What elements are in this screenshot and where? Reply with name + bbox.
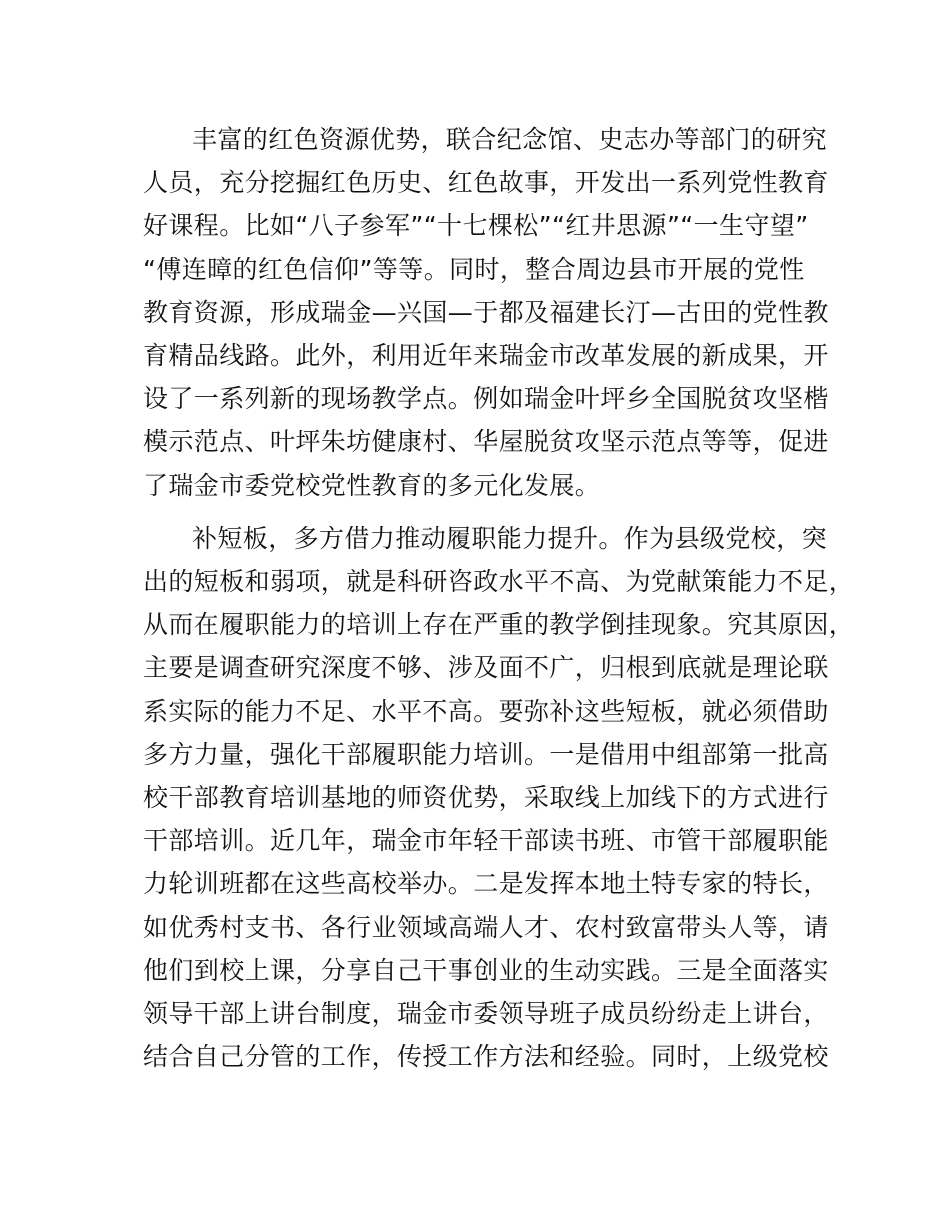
text-line: 力轮训班都在这些高校举办。二是发挥本地土特专家的特长， (143, 869, 829, 899)
text-line: 从而在履职能力的培训上存在严重的教学倒挂现象。究其原因， (143, 610, 855, 640)
text-line: “傅连暲的红色信仰”等等。同时，整合周边县市开展的党性 (143, 254, 805, 284)
text-line: 结合自己分管的工作，传授工作方法和经验。同时，上级党校 (143, 1042, 829, 1072)
text-line: 教育资源，形成瑞金—兴国—于都及福建长汀—古田的党性教 (143, 297, 829, 327)
text-line: 如优秀村支书、各行业领域高端人才、农村致富带头人等，请 (143, 912, 829, 942)
text-line: 领导干部上讲台制度，瑞金市委领导班子成员纷纷走上讲台， (143, 999, 829, 1029)
text-line: 多方力量，强化干部履职能力培训。一是借用中组部第一批高 (143, 739, 829, 769)
paragraph-red-resources (143, 118, 833, 507)
text-line: 系实际的能力不足、水平不高。要弥补这些短板，就必须借助 (143, 696, 829, 726)
text-line: 补短板，多方借力推动履职能力提升。作为县级党校，突 (192, 523, 828, 553)
paragraph-fill-shortcomings (143, 517, 855, 1079)
text-line: 干部培训。近几年，瑞金市年轻干部读书班、市管干部履职能 (143, 826, 829, 856)
text-line: 出的短板和弱项，就是科研咨政水平不高、为党献策能力不足， (143, 567, 855, 597)
text-line: 他们到校上课，分享自己干事创业的生动实践。三是全面落实 (143, 955, 829, 985)
text-line: 主要是调查研究深度不够、涉及面不广，归根到底就是理论联 (143, 653, 829, 683)
text-line: 育精品线路。此外，利用近年来瑞金市改革发展的新成果，开 (143, 341, 829, 371)
text-line: 人员，充分挖掘红色历史、红色故事，开发出一系列党性教育 (143, 168, 829, 198)
text-line: 丰富的红色资源优势，联合纪念馆、史志办等部门的研究 (192, 125, 828, 154)
text-line: 校干部教育培训基地的师资优势，采取线上加线下的方式进行 (143, 783, 829, 813)
text-line: 了瑞金市委党校党性教育的多元化发展。 (143, 470, 601, 500)
document-body (143, 118, 855, 1088)
text-line: 模示范点、叶坪朱坊健康村、华屋脱贫攻坚示范点等等，促进 (143, 427, 829, 457)
text-line: 设了一系列新的现场教学点。例如瑞金叶坪乡全国脱贫攻坚楷 (143, 384, 829, 414)
text-line: 好课程。比如“八子参军”“十七棵松”“红井思源”“一生守望” (143, 211, 809, 241)
